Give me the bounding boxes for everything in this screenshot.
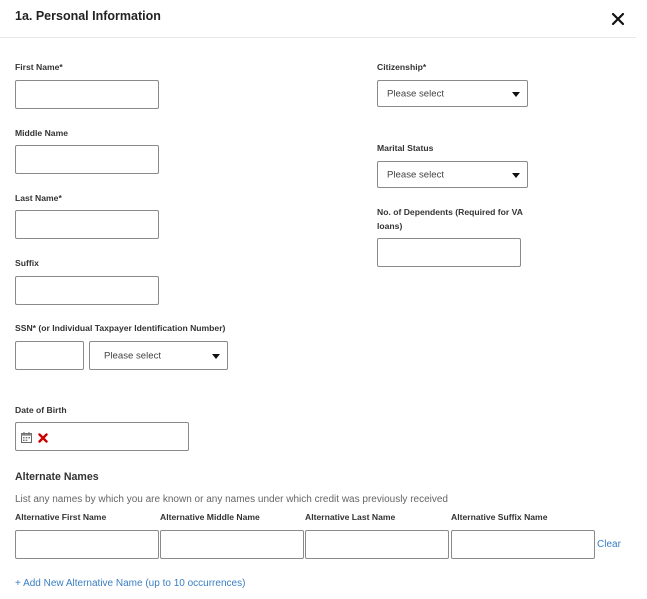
chevron-down-icon [512, 92, 520, 97]
ssn-type-selected: Please select [104, 350, 162, 361]
calendar-icon[interactable] [21, 432, 32, 443]
first-name-input[interactable] [15, 80, 159, 109]
last-name-label: Last Name* [15, 193, 62, 203]
suffix-input[interactable] [15, 276, 159, 305]
alt-suffix-name-input[interactable] [451, 530, 595, 559]
ssn-label: SSN* (or Individual Taxpayer Identification Number) [15, 323, 226, 333]
dob-input[interactable] [15, 422, 189, 451]
first-name-label: First Name* [15, 62, 63, 72]
alternate-names-hint: List any names by which you are known or any names under which credit was previously received [15, 494, 448, 505]
ssn-input[interactable] [15, 341, 84, 370]
dob-label: Date of Birth [15, 405, 67, 415]
clear-x-icon[interactable] [38, 433, 48, 443]
marital-status-label: Marital Status [377, 143, 434, 153]
chevron-down-icon [512, 173, 520, 178]
add-alternative-name-link[interactable]: + Add New Alternative Name (up to 10 occurrences) [15, 578, 246, 589]
page-title: 1a. Personal Information [15, 9, 161, 23]
last-name-input[interactable] [15, 210, 159, 239]
citizenship-selected: Please select [387, 88, 445, 99]
clear-link[interactable]: Clear [597, 539, 621, 550]
citizenship-label: Citizenship* [377, 62, 427, 72]
dependents-label-line2: loans) [377, 221, 403, 231]
ssn-type-select[interactable] [89, 341, 228, 370]
alt-middle-name-input[interactable] [160, 530, 304, 559]
chevron-down-icon [212, 354, 220, 359]
dependents-input[interactable] [377, 238, 521, 267]
middle-name-label: Middle Name [15, 128, 69, 138]
citizenship-select[interactable] [377, 80, 528, 107]
alt-last-name-input[interactable] [305, 530, 449, 559]
close-icon [607, 8, 629, 30]
alt-suffix-name-label: Alternative Suffix Name [451, 512, 548, 522]
dependents-label-line1: No. of Dependents (Required for VA [377, 207, 523, 217]
marital-status-select[interactable] [377, 161, 528, 188]
middle-name-input[interactable] [15, 145, 159, 174]
header-divider [0, 37, 636, 38]
suffix-label: Suffix [15, 258, 39, 268]
alt-last-name-label: Alternative Last Name [305, 512, 396, 522]
alt-middle-name-label: Alternative Middle Name [160, 512, 260, 522]
alternate-names-heading: Alternate Names [15, 471, 99, 483]
close-button[interactable] [607, 8, 629, 30]
marital-status-selected: Please select [387, 169, 445, 180]
alt-first-name-label: Alternative First Name [15, 512, 107, 522]
alt-first-name-input[interactable] [15, 530, 159, 559]
